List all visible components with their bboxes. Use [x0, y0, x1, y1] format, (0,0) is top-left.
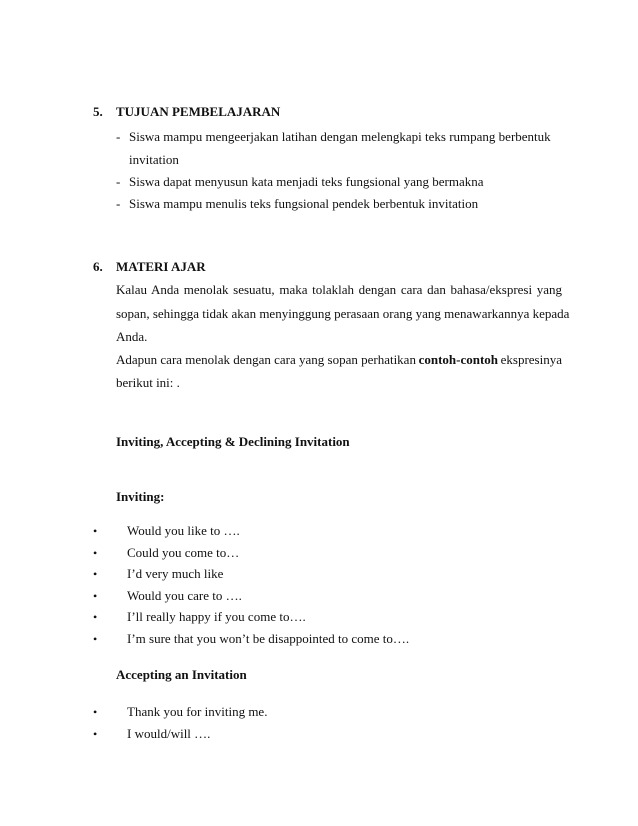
accepting-item-2: I would/will …. — [127, 726, 211, 741]
bullet-icon: • — [93, 632, 98, 646]
inviting-item-6: I’m sure that you won’t be disappointed to come to…. — [127, 631, 410, 646]
objective-dash-3: - — [116, 196, 121, 211]
inviting-heading: Inviting: — [116, 489, 165, 504]
inviting-item-2: Could you come to… — [127, 545, 240, 560]
bullet-icon: • — [93, 610, 98, 624]
bullet-icon: • — [93, 567, 98, 581]
objective-1-line-1: Siswa mampu mengeerjakan latihan dengan melengkapi teks rumpang berbentuk — [129, 129, 551, 144]
bullet-icon: • — [93, 705, 98, 719]
material-paragraph-2-line-1 — [116, 352, 562, 368]
para2-bold-text: contoh-contoh — [418, 352, 499, 367]
inviting-item-1: Would you like to …. — [127, 523, 240, 538]
invitation-subheading: Inviting, Accepting & Declining Invitation — [116, 434, 350, 449]
para2-text-after: ekspresinya — [500, 352, 562, 367]
accepting-heading: Accepting an Invitation — [116, 667, 247, 682]
objective-3: Siswa mampu menulis teks fungsional pendek berbentuk invitation — [129, 196, 479, 211]
bullet-icon: • — [93, 546, 98, 560]
objective-dash-2: - — [116, 174, 121, 189]
material-paragraph-2-line-2: berikut ini: . — [116, 375, 180, 390]
objective-1-line-2: invitation — [129, 152, 179, 167]
inviting-item-3: I’d very much like — [127, 566, 224, 581]
section-6-heading: MATERI AJAR — [116, 259, 206, 274]
inviting-item-4: Would you care to …. — [127, 588, 242, 603]
accepting-item-1: Thank you for inviting me. — [127, 704, 268, 719]
bullet-icon: • — [93, 524, 98, 538]
objective-2: Siswa dapat menyusun kata menjadi teks fungsional yang bermakna — [129, 174, 484, 189]
para2-text-before: Adapun cara menolak dengan cara yang sopan perhatikan — [116, 352, 416, 367]
material-paragraph-line-1: Kalau Anda menolak sesuatu, maka tolaklah dengan cara dan bahasa/ekspresi yang — [116, 282, 562, 297]
bullet-icon: • — [93, 589, 98, 603]
inviting-item-5: I’ll really happy if you come to…. — [127, 609, 306, 624]
bullet-icon: • — [93, 727, 98, 741]
material-paragraph-line-3: Anda. — [116, 329, 148, 344]
section-5-heading: TUJUAN PEMBELAJARAN — [116, 104, 281, 119]
material-paragraph-line-2: sopan, sehingga tidak akan menyinggung perasaan orang yang menawarkannya kepada — [116, 306, 570, 321]
section-5-number: 5. — [93, 104, 103, 119]
section-6-number: 6. — [93, 259, 103, 274]
objective-dash-1: - — [116, 129, 121, 144]
